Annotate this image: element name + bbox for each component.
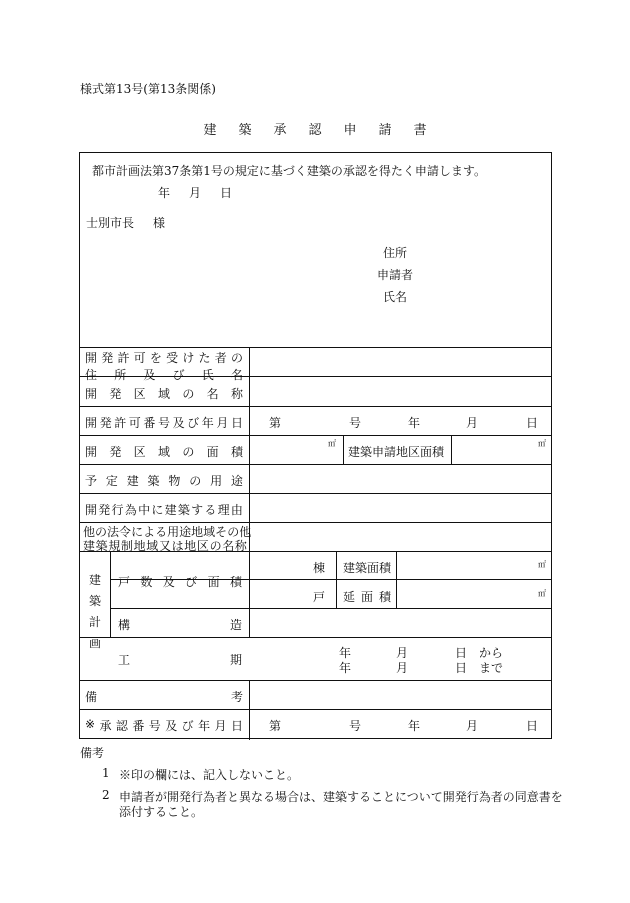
row-divider <box>80 347 551 348</box>
period-start-hi: 日 <box>455 646 468 660</box>
address-label: 住所 <box>383 246 408 260</box>
label-remarks: 備 考 <box>85 690 243 704</box>
floor-area-label: 延 面 積 <box>343 590 391 604</box>
label-reason: 開 発 行 為 中 に 建 築 す る 理 由 <box>85 503 243 517</box>
label-permit-holder <box>85 349 243 383</box>
label-permit-holder-line-2: 住 所 及 び 氏 名 <box>85 368 243 382</box>
form-number-label: 様式第13号(第13条関係) <box>80 82 216 96</box>
label-permit-number-date: 開 発 許 可 番 号 及 び 年 月 日 <box>85 416 243 430</box>
label-planned-use: 予 定 建 築 物 の 用 途 <box>85 474 243 488</box>
label-construction-period: 工 期 <box>118 653 242 667</box>
note-2-number: 2 <box>102 788 110 802</box>
apply-area-label: 建築申請地区面積 <box>348 445 445 459</box>
row-divider <box>80 709 551 710</box>
period-end-nen: 年 <box>339 661 352 675</box>
permit-nen: 年 <box>408 416 421 430</box>
column-divider <box>451 435 452 464</box>
row-divider <box>80 493 551 494</box>
application-statement: 都市計画法第37条第1号の規定に基づく建築の承認を得たく申請します。 <box>92 164 486 178</box>
period-start-tsuki: 月 <box>396 646 409 660</box>
period-end-tsuki: 月 <box>396 661 409 675</box>
permit-hi: 日 <box>526 416 539 430</box>
column-divider <box>110 551 111 637</box>
label-dev-area-name: 開 発 区 域 の 名 称 <box>85 387 243 401</box>
period-made: まで <box>479 661 504 675</box>
approval-hi: 日 <box>526 719 539 733</box>
label-approval-number-date: ※ 承 認 番 号 及 び 年 月 日 <box>85 717 243 733</box>
row-divider <box>80 406 551 407</box>
column-divider <box>336 551 337 608</box>
period-start-nen: 年 <box>339 646 352 660</box>
label-permit-holder-line-1: 開 発 許 可 を 受 け た 者 の <box>85 351 243 365</box>
column-divider <box>249 680 250 740</box>
column-divider <box>249 347 250 551</box>
label-zoning-1: 他 の 法 令 に よ る 用 途 地 域 そ の 他 <box>83 525 252 539</box>
application-date: 年 月 日 <box>158 186 232 200</box>
name-label: 氏名 <box>383 290 408 304</box>
note-1-text: ※印の欄には、記入しないこと。 <box>119 768 300 782</box>
permit-go: 号 <box>349 416 362 430</box>
building-area-label: 建築面積 <box>343 561 392 575</box>
unit-m2: ㎡ <box>538 439 546 448</box>
label-structure: 構 造 <box>118 618 242 632</box>
row-divider <box>80 680 551 681</box>
unit-m2: ㎡ <box>328 439 336 448</box>
approval-tsuki: 月 <box>466 719 479 733</box>
addressee: 士別市長 <box>86 216 135 230</box>
unit-m2: ㎡ <box>538 589 546 598</box>
approval-dai: 第 <box>269 719 282 733</box>
row-divider <box>110 608 551 609</box>
unit-ko: 戸 <box>313 590 326 604</box>
note-2-text: 申請者が開発行為者と異なる場合は、建築することについて開発行為者の同意書を <box>119 790 563 804</box>
permit-dai: 第 <box>269 416 282 430</box>
unit-mune: 棟 <box>313 561 326 575</box>
period-kara: から <box>479 646 504 660</box>
column-divider <box>343 435 344 464</box>
label-zoning-2: 建 築 規 制 地 域 又 は 地 区 の 名 称 <box>83 539 247 553</box>
row-divider <box>80 637 551 638</box>
row-divider <box>80 464 551 465</box>
unit-m2: ㎡ <box>538 560 546 569</box>
period-end-hi: 日 <box>455 661 468 675</box>
approval-nen: 年 <box>408 719 421 733</box>
label-building-plan: 建 築 計 画 <box>88 573 101 650</box>
document-title: 建築承認申請書 <box>203 123 449 138</box>
label-dev-area-size: 開 発 区 域 の 面 積 <box>85 445 243 459</box>
application-form-table <box>79 152 552 739</box>
note-2-continuation: 添付すること。 <box>119 805 204 819</box>
notes-title: 備考 <box>80 746 105 760</box>
column-divider <box>396 551 397 608</box>
column-divider <box>249 551 250 637</box>
permit-tsuki: 月 <box>466 416 479 430</box>
approval-go: 号 <box>349 719 362 733</box>
note-1-number: 1 <box>102 766 110 780</box>
label-units-area: 戸 数 及 び 面 積 <box>118 575 242 589</box>
honorific: 様 <box>153 216 166 230</box>
applicant-label: 申請者 <box>377 268 414 282</box>
row-divider <box>80 435 551 436</box>
